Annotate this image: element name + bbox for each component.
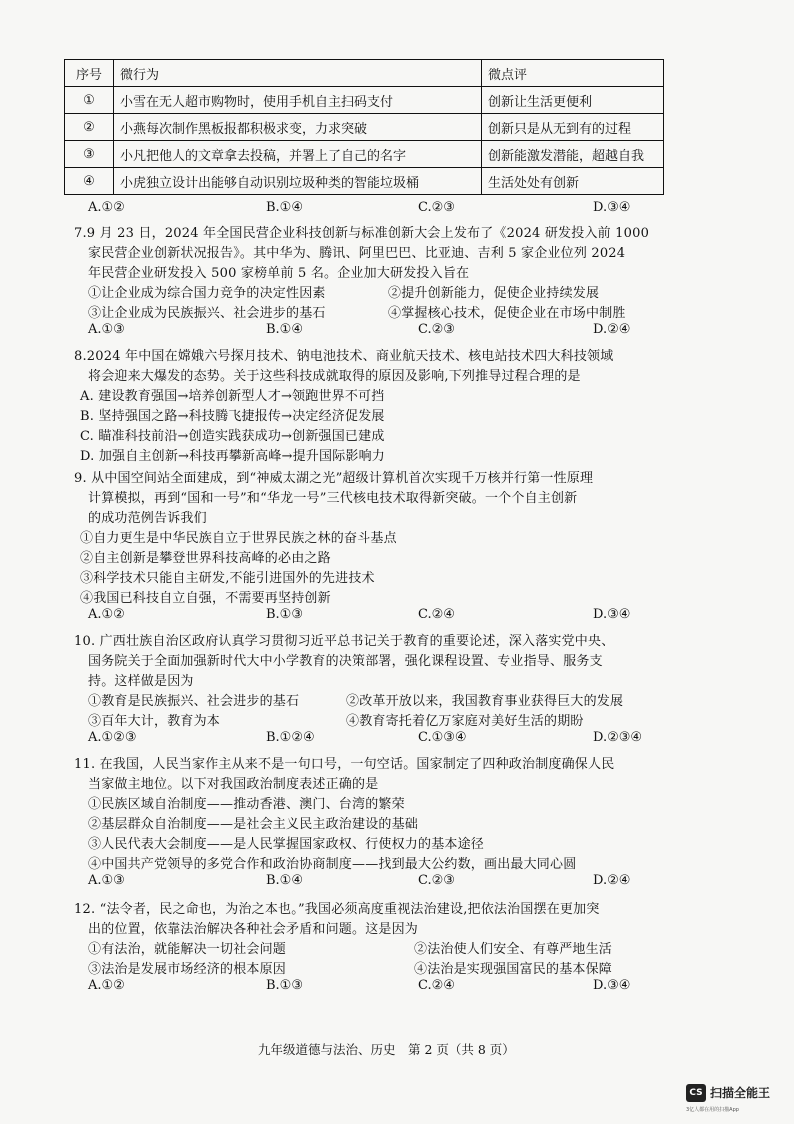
table-header: 微行为: [114, 60, 482, 87]
q7-stem-line: 年民营企业研发投入 500 家榜单前 5 名。企业加大研发投入旨在: [88, 266, 470, 281]
option-c[interactable]: C.①③④: [418, 730, 467, 745]
camscanner-logo-icon: CS: [686, 1084, 706, 1102]
q11-statement: ③人民代表大会制度——是人民掌握国家政权、行使权力的基本途径: [88, 837, 485, 852]
q7-statement: ③让企业成为民族振兴、社会进步的基石: [88, 306, 326, 321]
q12-statement: ②法治使人们安全、有尊严地生活: [414, 942, 613, 957]
q12-stem-line: 12. “法令者，民之命也，为治之本也。”我国必须高度重视法治建设,把依法治国摆在更加突: [74, 902, 600, 917]
q9-stem-line: 9. 从中国空间站全面建成，到“神威太湖之光”超级计算机首次实现千万核并行第一性原理: [74, 471, 594, 486]
q8-stem-line: 8.2024 年中国在嫦娥六号探月技术、钠电池技术、商业航天技术、核电站技术四大科技领域: [74, 349, 614, 364]
evaluation-table: [64, 59, 664, 195]
q9-options: [88, 607, 668, 627]
q8-option[interactable]: A. 建设教育强国→培养创新型人才→领跑世界不可挡: [80, 389, 385, 404]
q9-statement: ④我国已科技自立自强，不需要再坚持创新: [80, 591, 331, 606]
q9-statement: ③科学技术只能自主研发,不能引进国外的先进技术: [80, 571, 375, 586]
table-header: 序号: [65, 60, 114, 87]
option-d[interactable]: D.③④: [593, 607, 631, 622]
option-a[interactable]: A.①②③: [88, 730, 137, 745]
q8-option[interactable]: B. 坚持强国之路→科技腾飞捷报传→决定经济促发展: [80, 409, 385, 424]
option-a[interactable]: A.①②: [88, 978, 125, 993]
q7-options: [88, 322, 668, 342]
table-cell-comment: 创新让生活更便利: [482, 87, 664, 114]
q7-stem-line: 家民营企业创新状况报告》。其中华为、腾讯、阿里巴巴、比亚迪、吉利 5 家企业位列 2024: [88, 246, 626, 261]
table-row: [65, 87, 664, 114]
q9-stem-line: 计算模拟，再到“国和一号”和“华龙一号”三代核电技术取得新突破。一个个自主创新: [88, 491, 578, 506]
option-c[interactable]: C.②④: [418, 607, 455, 622]
option-c[interactable]: C.②③: [418, 200, 455, 215]
q9-statement: ②自主创新是攀登世界科技高峰的必由之路: [80, 551, 331, 566]
table-cell-num: ①: [65, 87, 114, 114]
table-cell-comment: 创新能激发潜能，超越自我: [482, 141, 664, 168]
table-cell-action: 小虎独立设计出能够自动识别垃圾种类的智能垃圾桶: [114, 168, 482, 195]
table-cell-action: 小雪在无人超市购物时，使用手机自主扫码支付: [114, 87, 482, 114]
table-row: [65, 114, 664, 141]
q10-stem-line: 国务院关于全面加强新时代大中小学教育的决策部署，强化课程设置、专业指导、服务支: [88, 654, 603, 669]
option-b[interactable]: B.①④: [266, 200, 303, 215]
q12-statement: ④法治是实现强国富民的基本保障: [414, 962, 613, 977]
table-cell-comment: 创新只是从无到有的过程: [482, 114, 664, 141]
q11-statement: ④中国共产党领导的多党合作和政治协商制度——找到最大公约数，画出最大同心圆: [88, 857, 577, 872]
q8-option[interactable]: C. 瞄准科技前沿→创造实践获成功→创新强国已建成: [80, 429, 385, 444]
q8-stem-line: 将会迎来大爆发的态势。关于这些科技成就取得的原因及影响,下列推导过程合理的是: [88, 369, 581, 384]
q10-statement: ①教育是民族振兴、社会进步的基石: [88, 694, 300, 709]
table-header-row: [65, 60, 664, 87]
q7-statement: ②提升创新能力，促使企业持续发展: [388, 286, 600, 301]
option-d[interactable]: D.②④: [593, 322, 631, 337]
table-cell-num: ③: [65, 141, 114, 168]
option-a[interactable]: A.①②: [88, 200, 125, 215]
q11-stem-line: 11. 在我国，人民当家作主从来不是一句口号，一句空话。国家制定了四种政治制度确保人民: [74, 757, 615, 772]
table-cell-comment: 生活处处有创新: [482, 168, 664, 195]
option-a[interactable]: A.①③: [88, 873, 125, 888]
q7-statement: ①让企业成为综合国力竞争的决定性因素: [88, 286, 326, 301]
option-d[interactable]: D.③④: [593, 978, 631, 993]
option-d[interactable]: D.③④: [593, 200, 631, 215]
q12-statement: ①有法治，就能解决一切社会问题: [88, 942, 287, 957]
q9-statement: ①自力更生是中华民族自立于世界民族之林的奋斗基点: [80, 531, 397, 546]
q6-options: [88, 200, 668, 220]
q7-stem-line: 7.9 月 23 日，2024 年全国民营企业科技创新与标准创新大会上发布了《2024 研发投入前 1000: [74, 226, 650, 241]
table-cell-num: ②: [65, 114, 114, 141]
q12-statement: ③法治是发展市场经济的根本原因: [88, 962, 287, 977]
option-c[interactable]: C.②③: [418, 873, 455, 888]
option-c[interactable]: C.②③: [418, 322, 455, 337]
table-row: [65, 168, 664, 195]
option-d[interactable]: D.②④: [593, 873, 631, 888]
option-a[interactable]: A.①③: [88, 322, 125, 337]
brand-tagline: 3亿人都在用的扫描App: [686, 1107, 739, 1113]
option-d[interactable]: D.②③④: [593, 730, 643, 745]
option-b[interactable]: B.①②④: [266, 730, 315, 745]
q11-statement: ②基层群众自治制度——是社会主义民主政治建设的基础: [88, 817, 419, 832]
q11-options: [88, 873, 668, 893]
option-b[interactable]: B.①④: [266, 873, 303, 888]
q10-statement: ④教育寄托着亿万家庭对美好生活的期盼: [346, 714, 584, 729]
q7-statement: ④掌握核心技术，促使企业在市场中制胜: [388, 306, 626, 321]
q9-stem-line: 的成功范例告诉我们: [88, 511, 207, 526]
q10-options: [88, 730, 668, 750]
table-cell-action: 小燕每次制作黑板报都积极求变，力求突破: [114, 114, 482, 141]
option-b[interactable]: B.①③: [266, 978, 303, 993]
table-row: [65, 141, 664, 168]
table-cell-action: 小凡把他人的文章拿去投稿，并署上了自己的名字: [114, 141, 482, 168]
q12-stem-line: 出的位置，依靠法治解决各种社会矛盾和问题。这是因为: [88, 922, 419, 937]
q10-statement: ③百年大计，教育为本: [88, 714, 221, 729]
option-c[interactable]: C.②④: [418, 978, 455, 993]
brand-name: 扫描全能王: [710, 1086, 771, 1100]
option-a[interactable]: A.①②: [88, 607, 125, 622]
q10-stem-line: 持。这样做是因为: [88, 674, 194, 689]
option-b[interactable]: B.①④: [266, 322, 303, 337]
q11-statement: ①民族区域自治制度——推动香港、澳门、台湾的繁荣: [88, 797, 405, 812]
table-cell-num: ④: [65, 168, 114, 195]
page-footer: 九年级道德与法治、历史 第 2 页（共 8 页）: [258, 1042, 515, 1057]
q10-statement: ②改革开放以来，我国教育事业获得巨大的发展: [346, 694, 624, 709]
q11-stem-line: 当家做主地位。以下对我国政治制度表述正确的是: [88, 777, 379, 792]
q12-options: [88, 978, 668, 998]
table-header: 微点评: [482, 60, 664, 87]
q8-option[interactable]: D. 加强自主创新→科技再攀新高峰→提升国际影响力: [80, 449, 386, 464]
q10-stem-line: 10. 广西壮族自治区政府认真学习贯彻习近平总书记关于教育的重要论述，深入落实党中央、: [74, 634, 615, 649]
option-b[interactable]: B.①③: [266, 607, 303, 622]
